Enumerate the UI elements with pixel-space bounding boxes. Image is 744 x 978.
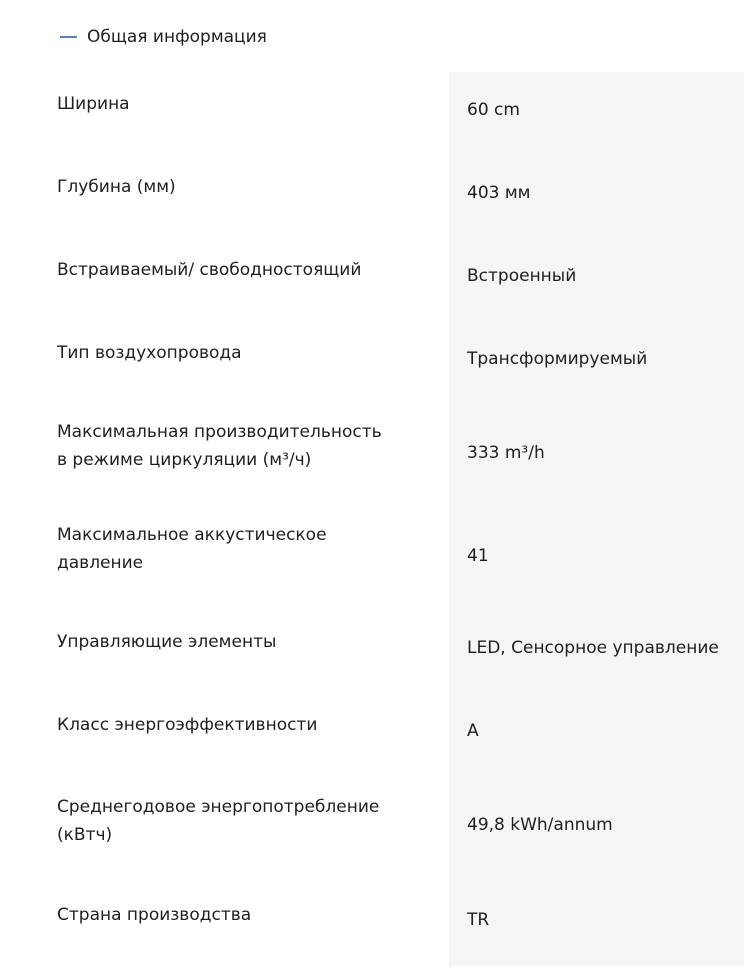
spec-table [0,72,744,970]
spec-label: Ширина [57,94,130,114]
spec-label: Максимальная производительность в режиме циркуляции (м³/ч) [57,422,382,470]
spec-label: Страна производства [57,905,252,925]
spec-row-energy-class [0,693,744,776]
spec-row-max-performance [0,404,744,507]
spec-label: Встраиваемый/ свободностоящий [57,260,362,280]
spec-label: Среднегодовое энергопотребление (кВтч) [57,797,380,845]
spec-value: 333 m³/h [467,443,545,463]
spec-label: Максимальное аккустическое давление [57,525,327,573]
spec-row-country [0,884,744,970]
spec-row-width [0,72,744,155]
spec-label: Управляющие элементы [57,632,277,652]
spec-label: Тип воздухопровода [57,343,242,363]
spec-row-controls [0,610,744,693]
spec-row-depth [0,155,744,238]
section-title: Общая информация [87,27,267,47]
spec-value: 60 cm [467,100,520,120]
spec-value: 49,8 kWh/annum [467,815,613,835]
spec-row-installation [0,238,744,321]
spec-row-energy-consumption [0,776,744,884]
spec-label: Глубина (мм) [57,177,176,197]
spec-row-acoustic-pressure [0,507,744,610]
spec-value: TR [467,910,490,930]
spec-value: 403 мм [467,183,531,203]
spec-row-duct-type [0,321,744,404]
section-toggle[interactable] [60,24,267,50]
spec-value: 41 [467,546,489,566]
spec-label: Класс энергоэффективности [57,715,318,735]
spec-value: Трансформируемый [467,349,648,369]
minus-icon[interactable] [60,36,77,38]
spec-value: A [467,721,479,741]
spec-value: Встроенный [467,266,577,286]
spec-value: LED, Сенсорное управление [467,638,719,658]
